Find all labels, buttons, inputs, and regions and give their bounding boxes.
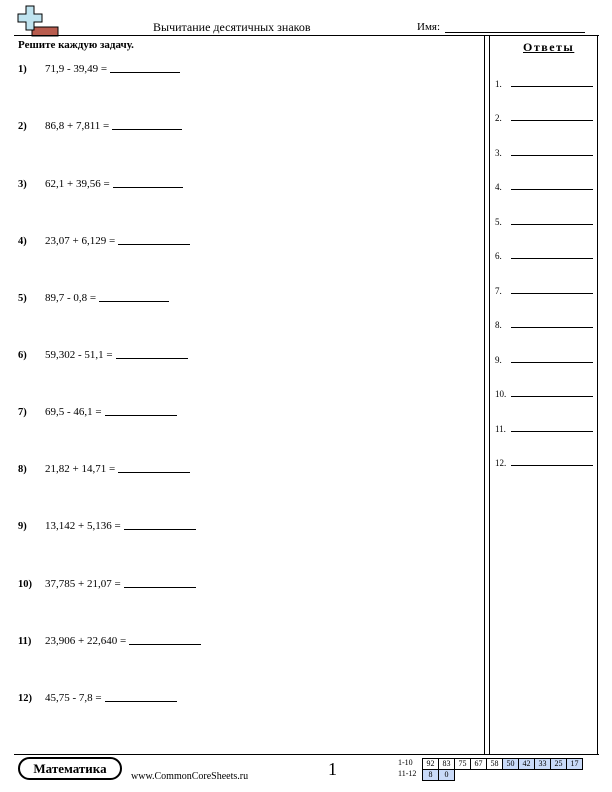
problem-row [18,692,177,704]
answer-blank[interactable] [112,129,182,130]
answer-field[interactable] [511,431,593,432]
problem-row [18,406,177,418]
answer-blank[interactable] [118,472,190,473]
problem-row [18,235,190,247]
problem-number: 8) [18,464,27,475]
answer-blank[interactable] [105,415,177,416]
score-cell: 17 [567,758,583,770]
answer-blank[interactable] [118,244,190,245]
score-row-label: 11-12 [398,769,417,778]
problem-number: 6) [18,350,27,361]
right-border [597,36,598,754]
answer-row [495,458,593,468]
problem-row [18,349,188,361]
answer-blank[interactable] [116,358,188,359]
brand-badge: Математика [18,757,122,780]
footer-divider [14,754,599,755]
problem-expression: 37,785 + 21,07 = [45,578,121,590]
answer-blank[interactable] [124,529,196,530]
answer-row [495,79,593,89]
answer-field[interactable] [511,465,593,466]
answer-blank[interactable] [99,301,169,302]
answers-title: Ответы [523,40,575,54]
problem-expression: 86,8 + 7,811 = [45,120,110,132]
problem-number: 5) [18,293,27,304]
answer-field[interactable] [511,258,593,259]
answer-row [495,424,593,434]
problem-row [18,63,180,75]
problem-row [18,292,169,304]
answer-number: 9. [495,355,502,365]
score-row-2 [398,769,455,781]
website-link[interactable]: www.CommonCoreSheets.ru [131,771,249,782]
score-cell: 42 [519,758,535,770]
answer-number: 1. [495,79,502,89]
answer-field[interactable] [511,224,593,225]
score-cell: 0 [439,769,455,781]
answer-blank[interactable] [113,187,183,188]
problem-number: 10) [18,579,32,590]
problem-expression: 71,9 - 39,49 = [45,63,108,75]
score-cell: 92 [422,758,439,770]
problem-row [18,578,196,590]
score-cell: 83 [439,758,455,770]
answer-row [495,182,593,192]
answer-number: 8. [495,320,502,330]
score-row-label: 1-10 [398,758,413,767]
problem-expression: 59,302 - 51,1 = [45,349,113,361]
problem-row [18,178,183,190]
score-cell: 25 [551,758,567,770]
score-cell: 50 [503,758,519,770]
problem-expression: 21,82 + 14,71 = [45,463,116,475]
answer-number: 2. [495,113,502,123]
problem-expression: 23,906 + 22,640 = [45,635,127,647]
problem-row [18,520,196,532]
score-cell: 33 [535,758,551,770]
answer-field[interactable] [511,293,593,294]
answer-number: 7. [495,286,502,296]
answer-field[interactable] [511,86,593,87]
answer-row [495,217,593,227]
column-divider [484,36,490,754]
problem-expression: 89,7 - 0,8 = [45,292,97,304]
answer-blank[interactable] [110,72,180,73]
answer-row [495,320,593,330]
problem-number: 11) [18,636,32,647]
problem-number: 12) [18,693,32,704]
answer-blank[interactable] [105,701,177,702]
answer-number: 11. [495,424,506,434]
answer-blank[interactable] [124,587,196,588]
answer-field[interactable] [511,362,593,363]
score-cell: 67 [471,758,487,770]
answer-blank[interactable] [129,644,201,645]
answer-number: 3. [495,148,502,158]
score-cell: 58 [487,758,503,770]
problem-row [18,463,190,475]
problem-number: 2) [18,121,27,132]
problem-row [18,120,182,132]
header-divider [14,35,599,36]
answer-field[interactable] [511,396,593,397]
score-cell: 75 [455,758,471,770]
problem-expression: 69,5 - 46,1 = [45,406,102,418]
answer-number: 4. [495,182,502,192]
answer-row [495,355,593,365]
answer-field[interactable] [511,189,593,190]
problem-expression: 45,75 - 7,8 = [45,692,102,704]
page-number: 1 [328,759,337,779]
answer-row [495,251,593,261]
answer-field[interactable] [511,155,593,156]
answer-row [495,286,593,296]
name-field[interactable] [445,32,585,33]
answer-number: 10. [495,389,507,399]
problem-number: 3) [18,179,27,190]
logo-icon [16,4,74,37]
answer-field[interactable] [511,120,593,121]
problem-expression: 62,1 + 39,56 = [45,178,110,190]
problem-number: 4) [18,236,27,247]
name-label: Имя: [417,21,441,33]
problem-number: 7) [18,407,27,418]
problem-expression: 13,142 + 5,136 = [45,520,121,532]
answer-row [495,113,593,123]
problem-number: 9) [18,521,27,532]
page-title: Вычитание десятичных знаков [153,20,311,34]
problem-number: 1) [18,64,27,75]
score-cell: 8 [422,769,439,781]
answer-row [495,148,593,158]
problem-row [18,635,201,647]
answer-field[interactable] [511,327,593,328]
answer-number: 12. [495,458,507,468]
answer-number: 6. [495,251,502,261]
answer-number: 5. [495,217,502,227]
answer-row [495,389,593,399]
problem-expression: 23,07 + 6,129 = [45,235,116,247]
instructions: Решите каждую задачу. [18,39,134,51]
